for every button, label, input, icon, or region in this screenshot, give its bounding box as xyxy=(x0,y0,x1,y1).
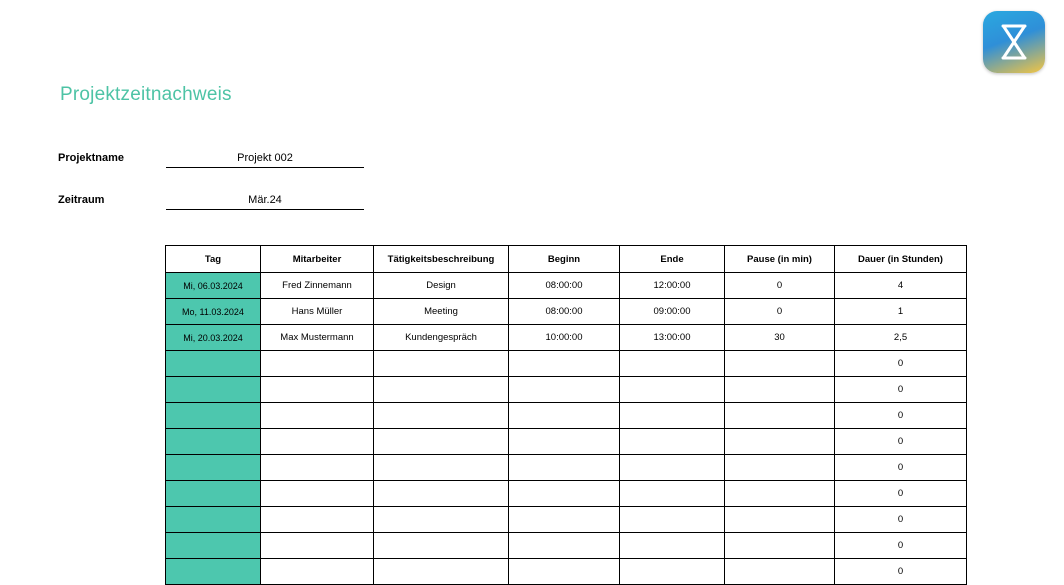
cell-beginn[interactable] xyxy=(509,351,620,377)
cell-beginn[interactable] xyxy=(509,507,620,533)
cell-dauer: 0 xyxy=(835,377,967,403)
cell-ende[interactable] xyxy=(620,377,725,403)
cell-mitarbeiter[interactable]: Fred Zinnemann xyxy=(261,273,374,299)
cell-tag[interactable] xyxy=(166,481,261,507)
cell-dauer: 0 xyxy=(835,559,967,585)
cell-pause[interactable] xyxy=(725,455,835,481)
page-title: Projektzeitnachweis xyxy=(60,84,232,105)
cell-taetigkeit[interactable] xyxy=(374,377,509,403)
table-row xyxy=(166,299,967,325)
cell-beginn[interactable] xyxy=(509,455,620,481)
cell-pause[interactable] xyxy=(725,403,835,429)
cell-taetigkeit[interactable] xyxy=(374,351,509,377)
cell-dauer: 0 xyxy=(835,351,967,377)
cell-mitarbeiter[interactable] xyxy=(261,507,374,533)
cell-mitarbeiter[interactable] xyxy=(261,429,374,455)
cell-tag[interactable] xyxy=(166,377,261,403)
cell-tag[interactable] xyxy=(166,533,261,559)
field-projektname xyxy=(58,152,364,168)
cell-pause[interactable] xyxy=(725,377,835,403)
cell-ende[interactable] xyxy=(620,559,725,585)
cell-tag[interactable] xyxy=(166,455,261,481)
cell-tag[interactable] xyxy=(166,429,261,455)
cell-mitarbeiter[interactable]: Hans Müller xyxy=(261,299,374,325)
cell-beginn[interactable] xyxy=(509,533,620,559)
cell-mitarbeiter[interactable] xyxy=(261,403,374,429)
cell-tag[interactable]: Mi, 20.03.2024 xyxy=(166,325,261,351)
field-zeitraum xyxy=(58,194,364,210)
column-header-taetigkeit: Tätigkeitsbeschreibung xyxy=(374,246,509,273)
cell-beginn[interactable] xyxy=(509,429,620,455)
cell-tag[interactable]: Mo, 11.03.2024 xyxy=(166,299,261,325)
table-row xyxy=(166,481,967,507)
cell-beginn[interactable]: 08:00:00 xyxy=(509,299,620,325)
hourglass-icon xyxy=(997,23,1031,61)
column-header-ende: Ende xyxy=(620,246,725,273)
cell-dauer: 0 xyxy=(835,481,967,507)
cell-tag[interactable] xyxy=(166,507,261,533)
cell-taetigkeit[interactable]: Meeting xyxy=(374,299,509,325)
cell-dauer: 4 xyxy=(835,273,967,299)
table-row xyxy=(166,455,967,481)
cell-ende[interactable] xyxy=(620,507,725,533)
cell-dauer: 0 xyxy=(835,429,967,455)
table-row xyxy=(166,403,967,429)
cell-mitarbeiter[interactable] xyxy=(261,481,374,507)
table-row xyxy=(166,507,967,533)
cell-taetigkeit[interactable]: Design xyxy=(374,273,509,299)
cell-tag[interactable]: Mi, 06.03.2024 xyxy=(166,273,261,299)
cell-ende[interactable] xyxy=(620,351,725,377)
cell-beginn[interactable]: 08:00:00 xyxy=(509,273,620,299)
table-row xyxy=(166,273,967,299)
cell-beginn[interactable] xyxy=(509,403,620,429)
app-logo xyxy=(983,11,1045,73)
cell-taetigkeit[interactable] xyxy=(374,533,509,559)
cell-taetigkeit[interactable] xyxy=(374,429,509,455)
cell-pause[interactable]: 0 xyxy=(725,299,835,325)
cell-pause[interactable] xyxy=(725,351,835,377)
cell-pause[interactable] xyxy=(725,507,835,533)
cell-mitarbeiter[interactable] xyxy=(261,559,374,585)
cell-ende[interactable]: 13:00:00 xyxy=(620,325,725,351)
cell-tag[interactable] xyxy=(166,403,261,429)
cell-mitarbeiter[interactable] xyxy=(261,455,374,481)
cell-pause[interactable] xyxy=(725,559,835,585)
cell-ende[interactable]: 12:00:00 xyxy=(620,273,725,299)
table-header-row xyxy=(166,246,967,273)
column-header-pause: Pause (in min) xyxy=(725,246,835,273)
column-header-tag: Tag xyxy=(166,246,261,273)
cell-taetigkeit[interactable] xyxy=(374,481,509,507)
cell-taetigkeit[interactable] xyxy=(374,507,509,533)
cell-pause[interactable] xyxy=(725,533,835,559)
table-row xyxy=(166,377,967,403)
cell-dauer: 0 xyxy=(835,533,967,559)
cell-mitarbeiter[interactable] xyxy=(261,351,374,377)
cell-ende[interactable] xyxy=(620,455,725,481)
cell-tag[interactable] xyxy=(166,351,261,377)
field-zeitraum-value[interactable]: Mär.24 xyxy=(166,194,364,210)
field-projektname-label: Projektname xyxy=(58,152,125,164)
cell-mitarbeiter[interactable] xyxy=(261,533,374,559)
cell-dauer: 0 xyxy=(835,507,967,533)
cell-ende[interactable] xyxy=(620,533,725,559)
cell-dauer: 0 xyxy=(835,403,967,429)
field-projektname-value[interactable]: Projekt 002 xyxy=(166,152,364,168)
table-row xyxy=(166,351,967,377)
cell-beginn[interactable] xyxy=(509,481,620,507)
cell-pause[interactable] xyxy=(725,481,835,507)
cell-dauer: 1 xyxy=(835,299,967,325)
table-row xyxy=(166,429,967,455)
column-header-mitarbeiter: Mitarbeiter xyxy=(261,246,374,273)
column-header-dauer: Dauer (in Stunden) xyxy=(835,246,967,273)
table-row xyxy=(166,533,967,559)
cell-ende[interactable] xyxy=(620,429,725,455)
cell-beginn[interactable]: 10:00:00 xyxy=(509,325,620,351)
cell-tag[interactable] xyxy=(166,559,261,585)
cell-taetigkeit[interactable] xyxy=(374,559,509,585)
cell-ende[interactable] xyxy=(620,403,725,429)
cell-taetigkeit[interactable] xyxy=(374,455,509,481)
cell-pause[interactable] xyxy=(725,429,835,455)
timesheet-table xyxy=(165,245,967,585)
cell-taetigkeit[interactable] xyxy=(374,403,509,429)
cell-mitarbeiter[interactable] xyxy=(261,377,374,403)
field-zeitraum-label: Zeitraum xyxy=(58,194,105,206)
cell-pause[interactable]: 30 xyxy=(725,325,835,351)
table-row xyxy=(166,325,967,351)
cell-dauer: 2,5 xyxy=(835,325,967,351)
cell-ende[interactable]: 09:00:00 xyxy=(620,299,725,325)
cell-taetigkeit[interactable]: Kundengespräch xyxy=(374,325,509,351)
cell-dauer: 0 xyxy=(835,455,967,481)
cell-pause[interactable]: 0 xyxy=(725,273,835,299)
cell-ende[interactable] xyxy=(620,481,725,507)
cell-beginn[interactable] xyxy=(509,559,620,585)
column-header-beginn: Beginn xyxy=(509,246,620,273)
table-row xyxy=(166,559,967,585)
cell-beginn[interactable] xyxy=(509,377,620,403)
cell-mitarbeiter[interactable]: Max Mustermann xyxy=(261,325,374,351)
